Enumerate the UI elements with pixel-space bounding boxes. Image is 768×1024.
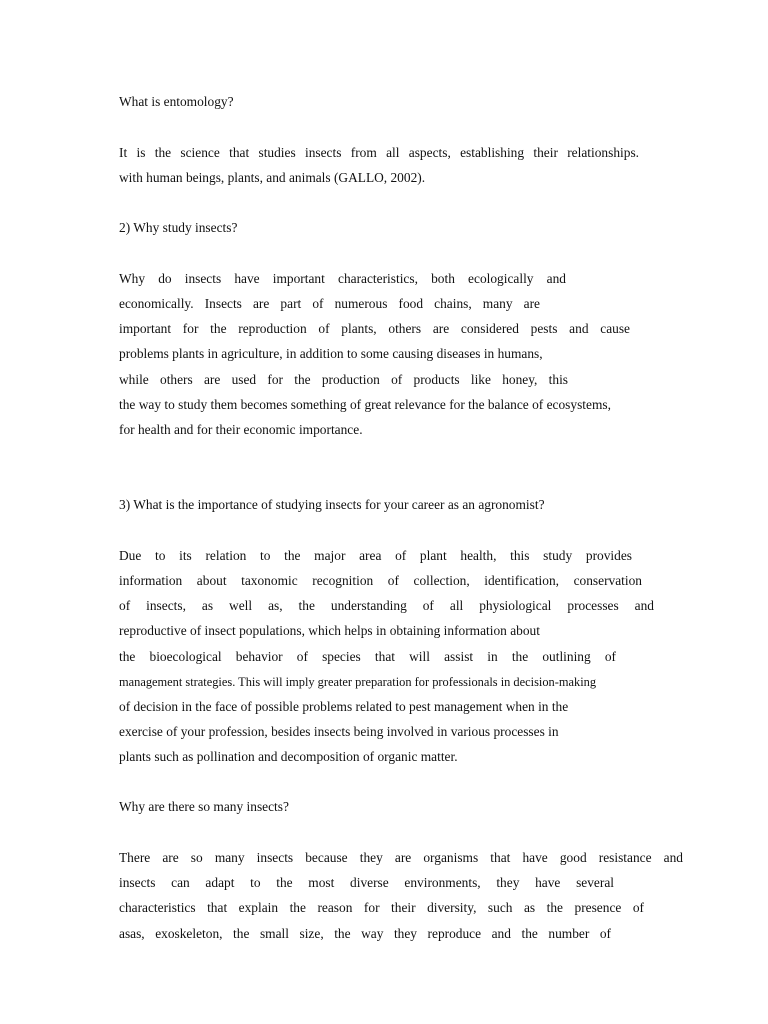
paragraph-line: information about taxonomic recognition of collection, identification, conservation <box>119 573 642 588</box>
paragraph-line: important for the reproduction of plants, others are considered pests and cause <box>119 321 630 336</box>
paragraph-line: the bioecological behavior of species that will assist in the outlining of <box>119 649 616 664</box>
paragraph-line: problems plants in agriculture, in addition to some causing diseases in humans, <box>119 346 543 361</box>
paragraph-line: insects can adapt to the most diverse environments, they have several <box>119 875 614 890</box>
paragraph-line: asas, exoskeleton, the small size, the way they reproduce and the number of <box>119 926 611 941</box>
paragraph-line: Due to its relation to the major area of plant health, this study provides <box>119 548 632 563</box>
paragraph-line: with human beings, plants, and animals (GALLO, 2002). <box>119 170 426 185</box>
paragraph-line: for health and for their economic importance. <box>119 422 363 437</box>
paragraph-line: the way to study them becomes something of great relevance for the balance of ecosystems, <box>119 397 611 412</box>
paragraph-line: economically. Insects are part of numerous food chains, many are <box>119 296 540 311</box>
heading-importance-for-agronomist: 3) What is the importance of studying insects for your career as an agronomist? <box>119 497 545 512</box>
paragraph-line: of decision in the face of possible problems related to pest management when in the <box>119 699 569 714</box>
paragraph-line: of insects, as well as, the understanding of all physiological processes and <box>119 598 654 613</box>
paragraph-line: It is the science that studies insects from all aspects, establishing their relationships. <box>119 145 639 160</box>
heading-why-study-insects: 2) Why study insects? <box>119 220 238 235</box>
heading-why-so-many-insects: Why are there so many insects? <box>119 799 289 814</box>
paragraph-line: exercise of your profession, besides insects being involved in various processes in <box>119 724 559 739</box>
paragraph-line: There are so many insects because they are organisms that have good resistance and <box>119 850 683 865</box>
paragraph-line: Why do insects have important characteristics, both ecologically and <box>119 271 566 286</box>
paragraph-line: characteristics that explain the reason for their diversity, such as the presence of <box>119 900 644 915</box>
paragraph-line: management strategies. This will imply greater preparation for professionals in decision-making <box>119 675 597 689</box>
paragraph-line: plants such as pollination and decomposition of organic matter. <box>119 749 458 764</box>
heading-what-is-entomology: What is entomology? <box>119 94 234 109</box>
paragraph-line: while others are used for the production of products like honey, this <box>119 372 568 387</box>
paragraph-line: reproductive of insect populations, which helps in obtaining information about <box>119 623 540 638</box>
